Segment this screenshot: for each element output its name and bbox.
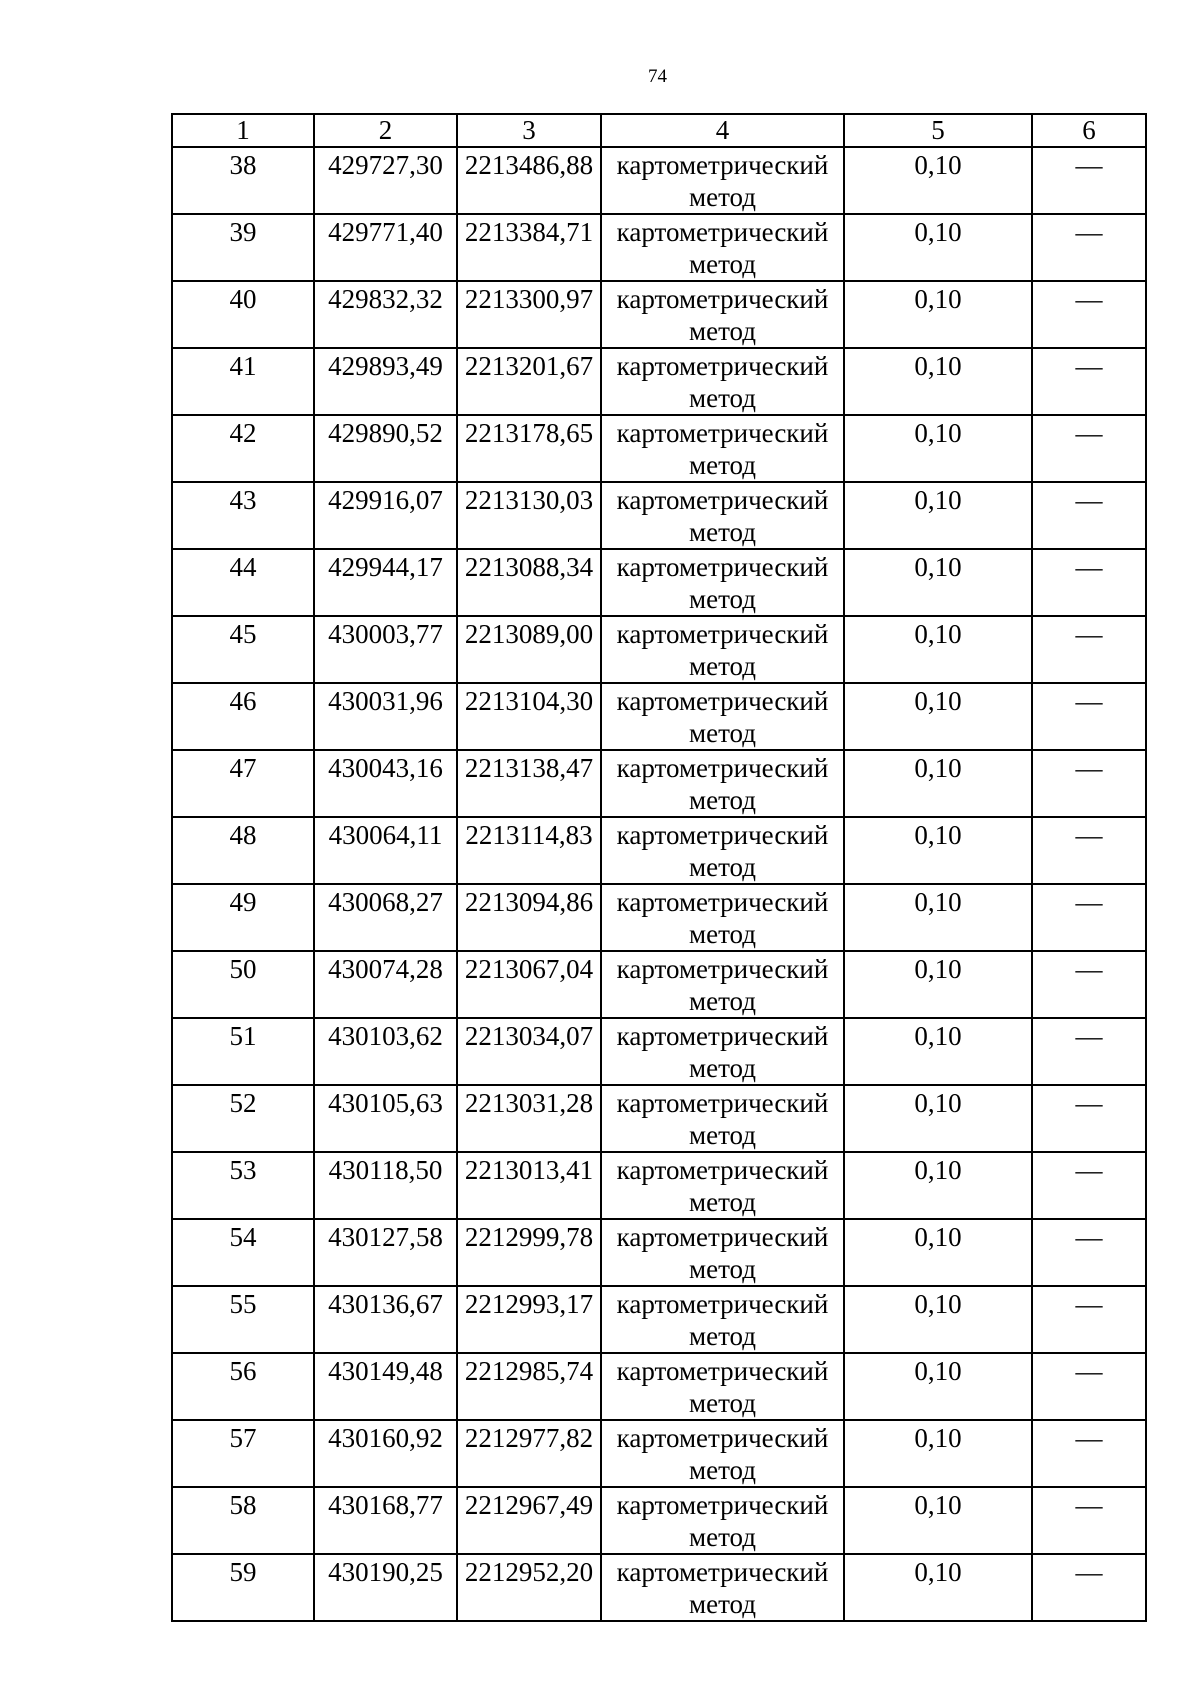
method-text: метод — [689, 383, 756, 413]
y-coordinate-cell: 2213130,03 — [457, 482, 601, 549]
method-text: метод — [689, 852, 756, 882]
accuracy-cell: 0,10 — [844, 281, 1032, 348]
accuracy-cell: 0,10 — [844, 817, 1032, 884]
point-number-cell: 48 — [172, 817, 314, 884]
x-coordinate-cell: 430003,77 — [314, 616, 457, 683]
x-coordinate-cell: 430031,96 — [314, 683, 457, 750]
method-text: метод — [689, 584, 756, 614]
note-cell: — — [1032, 1353, 1146, 1420]
accuracy-cell: 0,10 — [844, 884, 1032, 951]
method-cell — [601, 415, 844, 482]
table-row — [172, 951, 1146, 1018]
table-row — [172, 884, 1146, 951]
method-text: картометрический — [616, 1088, 829, 1118]
method-cell — [601, 1152, 844, 1219]
note-cell: — — [1032, 214, 1146, 281]
y-coordinate-cell: 2213013,41 — [457, 1152, 601, 1219]
table-row — [172, 1152, 1146, 1219]
y-coordinate-cell: 2213384,71 — [457, 214, 601, 281]
method-text: метод — [689, 718, 756, 748]
method-cell — [601, 1085, 844, 1152]
table-row — [172, 1353, 1146, 1420]
note-cell: — — [1032, 281, 1146, 348]
table-row — [172, 1420, 1146, 1487]
point-number-cell: 50 — [172, 951, 314, 1018]
y-coordinate-cell: 2212967,49 — [457, 1487, 601, 1554]
x-coordinate-cell: 430127,58 — [314, 1219, 457, 1286]
point-number-cell: 56 — [172, 1353, 314, 1420]
x-coordinate-cell: 430064,11 — [314, 817, 457, 884]
x-coordinate-cell: 429727,30 — [314, 147, 457, 214]
method-text: картометрический — [616, 485, 829, 515]
point-number-cell: 40 — [172, 281, 314, 348]
method-text: метод — [689, 1187, 756, 1217]
point-number-cell: 41 — [172, 348, 314, 415]
table-row — [172, 817, 1146, 884]
y-coordinate-cell: 2213114,83 — [457, 817, 601, 884]
x-coordinate-cell: 429890,52 — [314, 415, 457, 482]
table-row — [172, 348, 1146, 415]
column-header: 6 — [1032, 114, 1146, 147]
method-cell — [601, 1018, 844, 1085]
method-text: метод — [689, 517, 756, 547]
note-cell: — — [1032, 1286, 1146, 1353]
note-cell: — — [1032, 415, 1146, 482]
method-text: картометрический — [616, 1289, 829, 1319]
accuracy-cell: 0,10 — [844, 616, 1032, 683]
method-cell — [601, 549, 844, 616]
method-text: картометрический — [616, 753, 829, 783]
x-coordinate-cell: 430160,92 — [314, 1420, 457, 1487]
column-header: 3 — [457, 114, 601, 147]
note-cell: — — [1032, 1152, 1146, 1219]
table-row — [172, 1554, 1146, 1621]
method-cell — [601, 348, 844, 415]
point-number-cell: 42 — [172, 415, 314, 482]
table-row — [172, 1219, 1146, 1286]
table-row — [172, 482, 1146, 549]
method-text: картометрический — [616, 1356, 829, 1386]
x-coordinate-cell: 430105,63 — [314, 1085, 457, 1152]
y-coordinate-cell: 2212999,78 — [457, 1219, 601, 1286]
note-cell: — — [1032, 1554, 1146, 1621]
point-number-cell: 38 — [172, 147, 314, 214]
method-text: метод — [689, 1120, 756, 1150]
column-header: 4 — [601, 114, 844, 147]
table-row — [172, 1286, 1146, 1353]
table-row — [172, 415, 1146, 482]
method-cell — [601, 683, 844, 750]
method-text: картометрический — [616, 820, 829, 850]
column-header: 1 — [172, 114, 314, 147]
accuracy-cell: 0,10 — [844, 1286, 1032, 1353]
note-cell: — — [1032, 1018, 1146, 1085]
point-number-cell: 49 — [172, 884, 314, 951]
accuracy-cell: 0,10 — [844, 951, 1032, 1018]
method-text: метод — [689, 1053, 756, 1083]
point-number-cell: 58 — [172, 1487, 314, 1554]
accuracy-cell: 0,10 — [844, 750, 1032, 817]
method-text: метод — [689, 450, 756, 480]
accuracy-cell: 0,10 — [844, 482, 1032, 549]
method-cell — [601, 214, 844, 281]
y-coordinate-cell: 2212977,82 — [457, 1420, 601, 1487]
method-text: картометрический — [616, 954, 829, 984]
point-number-cell: 52 — [172, 1085, 314, 1152]
point-number-cell: 39 — [172, 214, 314, 281]
method-text: картометрический — [616, 552, 829, 582]
method-text: картометрический — [616, 1490, 829, 1520]
method-cell — [601, 1219, 844, 1286]
note-cell: — — [1032, 1420, 1146, 1487]
note-cell: — — [1032, 951, 1146, 1018]
table-row — [172, 147, 1146, 214]
column-header: 5 — [844, 114, 1032, 147]
method-text: метод — [689, 249, 756, 279]
accuracy-cell: 0,10 — [844, 1085, 1032, 1152]
method-cell — [601, 817, 844, 884]
note-cell: — — [1032, 1219, 1146, 1286]
point-number-cell: 55 — [172, 1286, 314, 1353]
method-text: метод — [689, 919, 756, 949]
table-body — [172, 147, 1146, 1621]
accuracy-cell: 0,10 — [844, 1420, 1032, 1487]
method-cell — [601, 1554, 844, 1621]
y-coordinate-cell: 2212985,74 — [457, 1353, 601, 1420]
y-coordinate-cell: 2213031,28 — [457, 1085, 601, 1152]
x-coordinate-cell: 430068,27 — [314, 884, 457, 951]
y-coordinate-cell: 2213034,07 — [457, 1018, 601, 1085]
point-number-cell: 51 — [172, 1018, 314, 1085]
method-text: метод — [689, 1589, 756, 1619]
y-coordinate-cell: 2212993,17 — [457, 1286, 601, 1353]
note-cell: — — [1032, 549, 1146, 616]
method-text: картометрический — [616, 1021, 829, 1051]
accuracy-cell: 0,10 — [844, 147, 1032, 214]
method-text: картометрический — [616, 1557, 829, 1587]
accuracy-cell: 0,10 — [844, 1487, 1032, 1554]
accuracy-cell: 0,10 — [844, 1152, 1032, 1219]
method-text: картометрический — [616, 1155, 829, 1185]
table-row — [172, 281, 1146, 348]
x-coordinate-cell: 429893,49 — [314, 348, 457, 415]
method-text: картометрический — [616, 418, 829, 448]
method-text: картометрический — [616, 351, 829, 381]
method-text: картометрический — [616, 217, 829, 247]
x-coordinate-cell: 430168,77 — [314, 1487, 457, 1554]
x-coordinate-cell: 429771,40 — [314, 214, 457, 281]
point-number-cell: 59 — [172, 1554, 314, 1621]
accuracy-cell: 0,10 — [844, 683, 1032, 750]
x-coordinate-cell: 429916,07 — [314, 482, 457, 549]
method-cell — [601, 281, 844, 348]
method-cell — [601, 750, 844, 817]
note-cell: — — [1032, 348, 1146, 415]
note-cell: — — [1032, 1085, 1146, 1152]
method-cell — [601, 1286, 844, 1353]
method-text: картометрический — [616, 284, 829, 314]
point-number-cell: 47 — [172, 750, 314, 817]
table-row — [172, 1487, 1146, 1554]
y-coordinate-cell: 2213089,00 — [457, 616, 601, 683]
point-number-cell: 57 — [172, 1420, 314, 1487]
point-number-cell: 43 — [172, 482, 314, 549]
note-cell: — — [1032, 616, 1146, 683]
y-coordinate-cell: 2213178,65 — [457, 415, 601, 482]
table-row — [172, 616, 1146, 683]
note-cell: — — [1032, 884, 1146, 951]
table-row — [172, 1018, 1146, 1085]
accuracy-cell: 0,10 — [844, 1554, 1032, 1621]
method-text: метод — [689, 182, 756, 212]
note-cell: — — [1032, 817, 1146, 884]
method-text: метод — [689, 1388, 756, 1418]
table-row — [172, 1085, 1146, 1152]
method-cell — [601, 482, 844, 549]
method-cell — [601, 1353, 844, 1420]
method-text: картометрический — [616, 887, 829, 917]
x-coordinate-cell: 430074,28 — [314, 951, 457, 1018]
note-cell: — — [1032, 750, 1146, 817]
method-cell — [601, 147, 844, 214]
accuracy-cell: 0,10 — [844, 1353, 1032, 1420]
table-header-row — [172, 114, 1146, 147]
y-coordinate-cell: 2213094,86 — [457, 884, 601, 951]
note-cell: — — [1032, 147, 1146, 214]
y-coordinate-cell: 2212952,20 — [457, 1554, 601, 1621]
column-header: 2 — [314, 114, 457, 147]
y-coordinate-cell: 2213201,67 — [457, 348, 601, 415]
point-number-cell: 45 — [172, 616, 314, 683]
method-text: метод — [689, 1321, 756, 1351]
method-cell — [601, 616, 844, 683]
method-text: метод — [689, 1254, 756, 1284]
x-coordinate-cell: 430149,48 — [314, 1353, 457, 1420]
method-text: метод — [689, 1522, 756, 1552]
note-cell: — — [1032, 1487, 1146, 1554]
table-row — [172, 750, 1146, 817]
accuracy-cell: 0,10 — [844, 549, 1032, 616]
x-coordinate-cell: 429944,17 — [314, 549, 457, 616]
point-number-cell: 46 — [172, 683, 314, 750]
method-text: метод — [689, 316, 756, 346]
accuracy-cell: 0,10 — [844, 1219, 1032, 1286]
x-coordinate-cell: 430118,50 — [314, 1152, 457, 1219]
x-coordinate-cell: 430103,62 — [314, 1018, 457, 1085]
point-number-cell: 44 — [172, 549, 314, 616]
method-text: картометрический — [616, 1423, 829, 1453]
method-text: метод — [689, 785, 756, 815]
point-number-cell: 53 — [172, 1152, 314, 1219]
accuracy-cell: 0,10 — [844, 214, 1032, 281]
note-cell: — — [1032, 683, 1146, 750]
y-coordinate-cell: 2213138,47 — [457, 750, 601, 817]
method-text: метод — [689, 1455, 756, 1485]
method-text: картометрический — [616, 686, 829, 716]
method-text: картометрический — [616, 619, 829, 649]
x-coordinate-cell: 429832,32 — [314, 281, 457, 348]
y-coordinate-cell: 2213088,34 — [457, 549, 601, 616]
accuracy-cell: 0,10 — [844, 1018, 1032, 1085]
method-cell — [601, 884, 844, 951]
table-row — [172, 214, 1146, 281]
x-coordinate-cell: 430190,25 — [314, 1554, 457, 1621]
method-text: метод — [689, 986, 756, 1016]
method-text: картометрический — [616, 1222, 829, 1252]
accuracy-cell: 0,10 — [844, 415, 1032, 482]
y-coordinate-cell: 2213104,30 — [457, 683, 601, 750]
method-cell — [601, 1420, 844, 1487]
y-coordinate-cell: 2213486,88 — [457, 147, 601, 214]
method-text: метод — [689, 651, 756, 681]
coordinates-table — [171, 113, 1147, 1622]
accuracy-cell: 0,10 — [844, 348, 1032, 415]
method-text: картометрический — [616, 150, 829, 180]
x-coordinate-cell: 430043,16 — [314, 750, 457, 817]
point-number-cell: 54 — [172, 1219, 314, 1286]
page-number: 74 — [648, 66, 667, 87]
note-cell: — — [1032, 482, 1146, 549]
y-coordinate-cell: 2213300,97 — [457, 281, 601, 348]
y-coordinate-cell: 2213067,04 — [457, 951, 601, 1018]
table-row — [172, 549, 1146, 616]
x-coordinate-cell: 430136,67 — [314, 1286, 457, 1353]
table-row — [172, 683, 1146, 750]
method-cell — [601, 1487, 844, 1554]
method-cell — [601, 951, 844, 1018]
